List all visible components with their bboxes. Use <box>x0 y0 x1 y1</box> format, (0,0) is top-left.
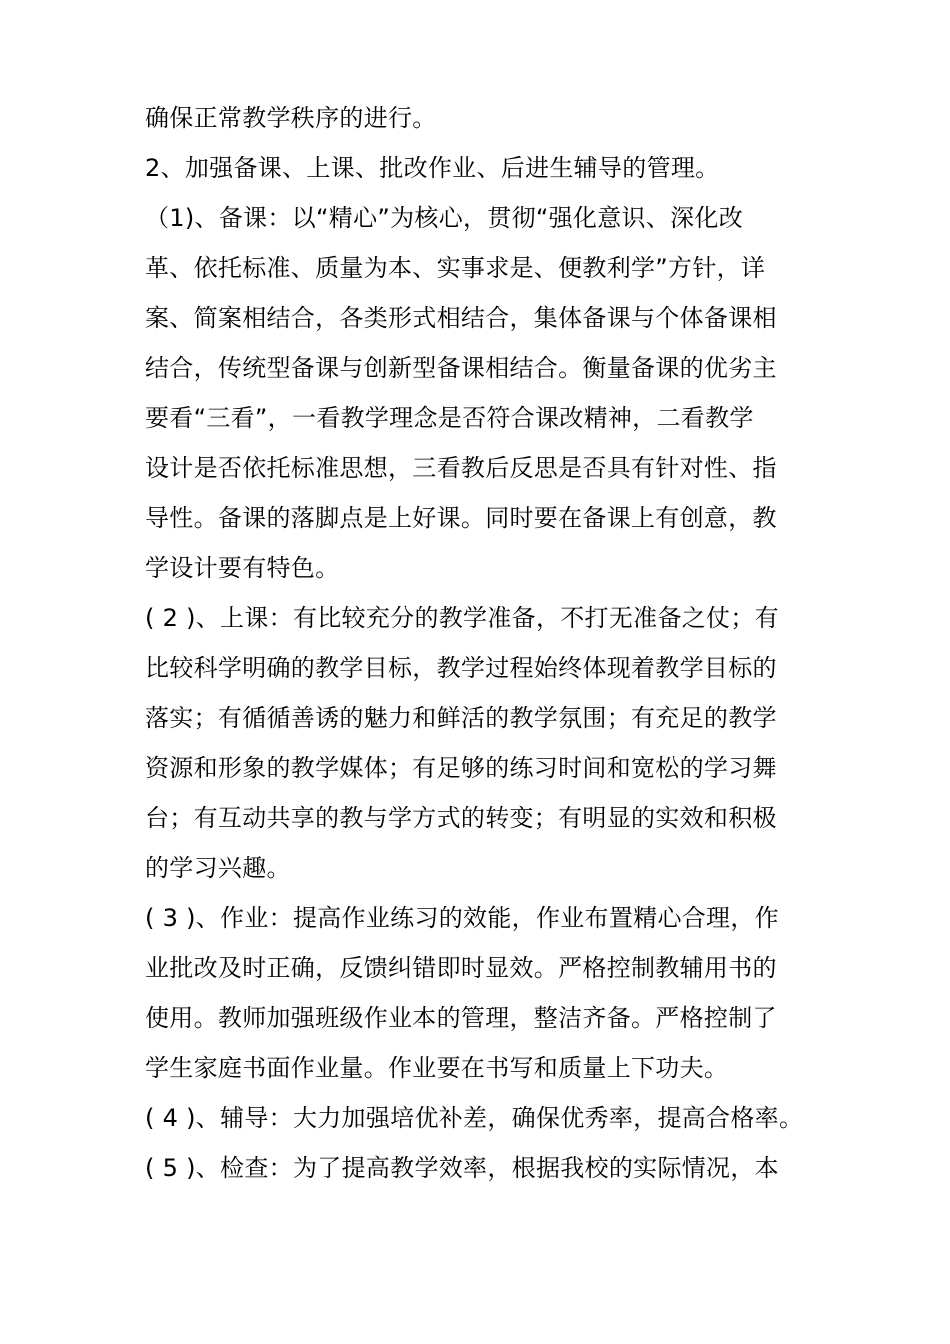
text-line: 学设计要有特色。 <box>145 554 340 582</box>
text-line: 学生家庭书面作业量。作业要在书写和质量上下功夫。 <box>145 1054 729 1082</box>
text-line: 2、加强备课、上课、批改作业、后进生辅导的管理。 <box>145 154 720 182</box>
text-line: ( 2 )、上课：有比较充分的教学准备，不打无准备之仗；有 <box>145 604 779 632</box>
text-line: ( 3 )、作业：提高作业练习的效能，作业布置精心合理，作 <box>145 904 779 932</box>
text-line: ( 5 )、检查：为了提高教学效率，根据我校的实际情况，本 <box>145 1154 779 1182</box>
text-line: 革、依托标准、质量为本、实事求是、便教利学”方针，详 <box>145 254 766 282</box>
text-line: 导性。备课的落脚点是上好课。同时要在备课上有创意，教 <box>145 504 777 532</box>
text-line: ( 4 )、辅导：大力加强培优补差，确保优秀率，提高合格率。 <box>145 1104 804 1132</box>
text-line: 要看“三看”，一看教学理念是否符合课改精神，二看教学 <box>145 404 754 432</box>
text-line: 结合，传统型备课与创新型备课相结合。衡量备课的优劣主 <box>145 354 777 382</box>
text-line: 使用。教师加强班级作业本的管理，整洁齐备。严格控制了 <box>145 1004 777 1032</box>
text-line: 的学习兴趣。 <box>145 854 291 882</box>
text-line: （1)、备课：以“精心”为核心，贯彻“强化意识、深化改 <box>145 204 744 232</box>
text-line: 业批改及时正确，反馈纠错即时显效。严格控制教辅用书的 <box>145 954 777 982</box>
text-line: 落实；有循循善诱的魅力和鲜活的教学氛围；有充足的教学 <box>145 704 777 732</box>
text-line: 比较科学明确的教学目标，教学过程始终体现着教学目标的 <box>145 654 777 682</box>
text-line: 确保正常教学秩序的进行。 <box>145 104 437 132</box>
text-line: 设计是否依托标准思想，三看教后反思是否具有针对性、指 <box>145 454 777 482</box>
text-line: 案、简案相结合，各类形式相结合，集体备课与个体备课相 <box>145 304 777 332</box>
text-line: 台；有互动共享的教与学方式的转变；有明显的实效和积极 <box>145 804 777 832</box>
text-line: 资源和形象的教学媒体；有足够的练习时间和宽松的学习舞 <box>145 754 777 782</box>
